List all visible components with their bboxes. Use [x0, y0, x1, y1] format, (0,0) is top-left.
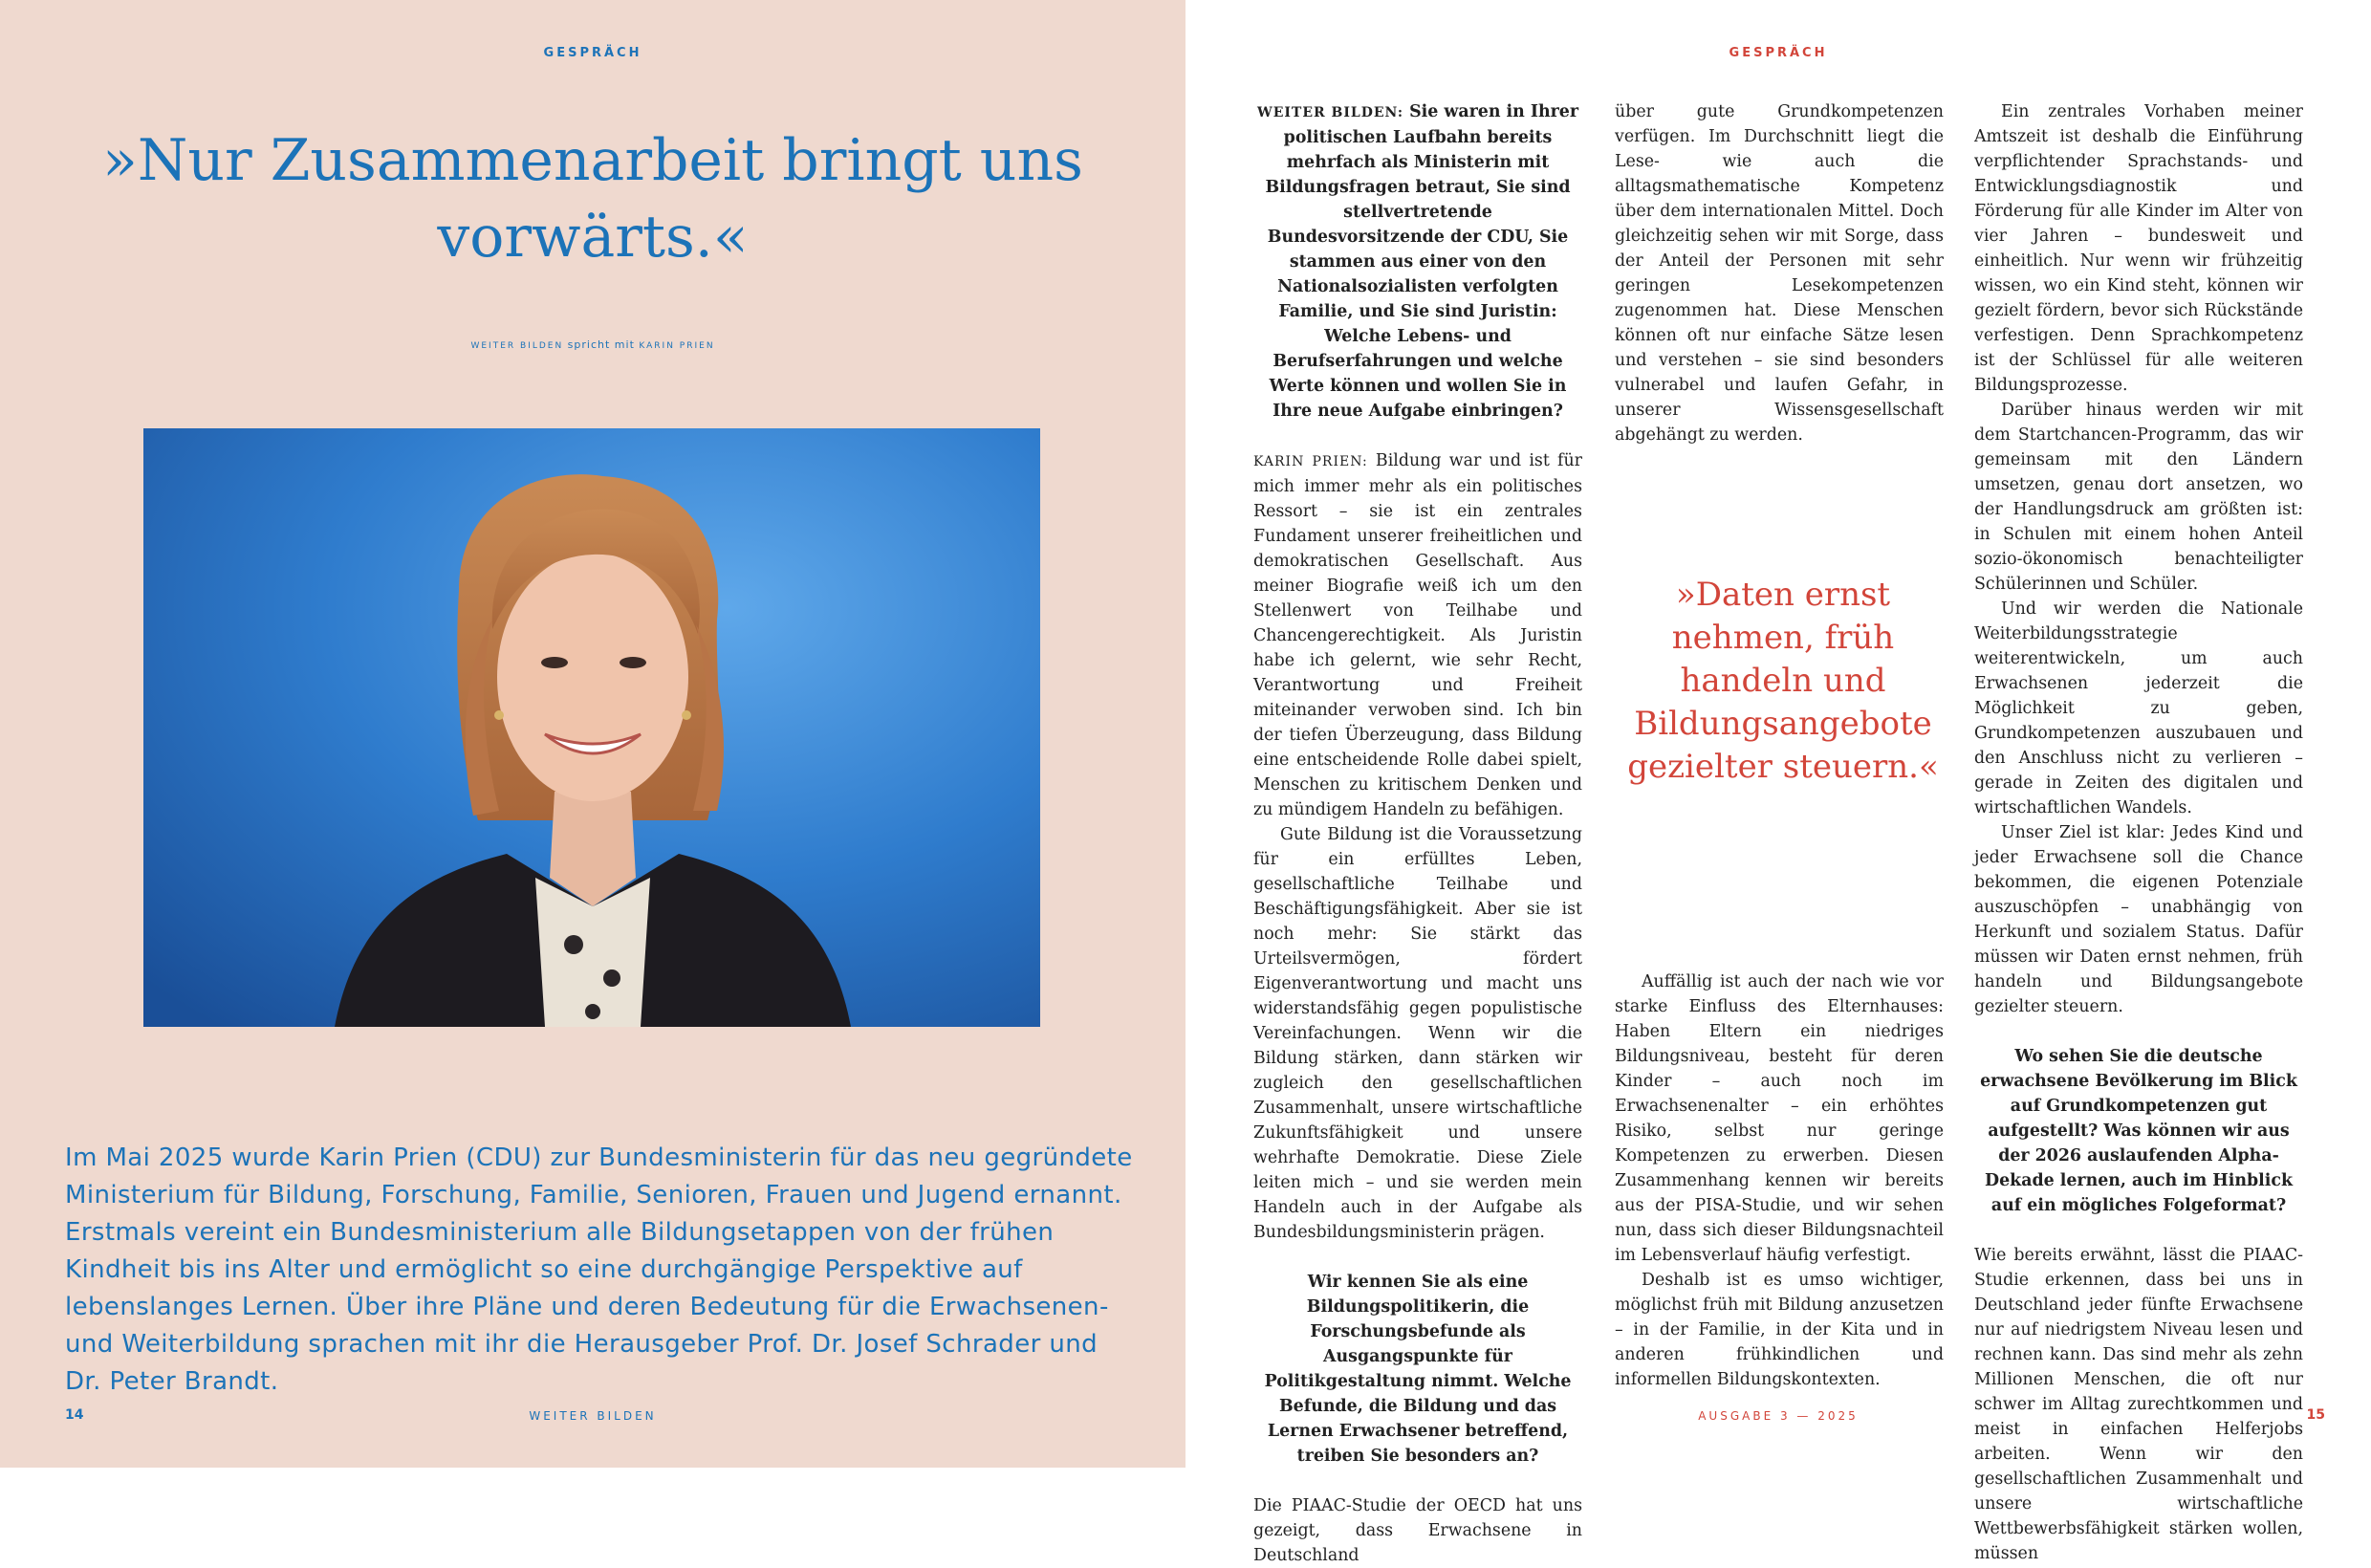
question-2: Wir kennen Sie als eine Bildungspolitikerin, die Forschungsbefunde als Ausgangspunkte für Politikgestaltung nimmt. Welche Befunde, die Bildung und das Lernen Erwachsener betreffend, treiben Sie besonders an?	[1264, 1273, 1572, 1466]
answer-1-text: Bildung war und ist für mich immer mehr als ein politisches Ressort – sie ist ein zentrales Fundament unserer freiheitlichen und demokratischen Gesellschaft. Aus meiner Biografie weiß ich um den Stellenwert von Teilhabe und Chancengerechtigkeit. Als Juristin habe ich gelernt, wie sehr Recht, Verantwortung und Freiheit miteinander verwoben sind. Ich bin der tiefen Überzeugung, dass Bildung eine entscheidende Rolle dabei spielt, Menschen zu kritischem Denken und zu mündigem Handeln zu befähigen.	[1253, 451, 1582, 819]
text-column-2	[1615, 99, 1944, 447]
answer-1-continued: Gute Bildung ist die Voraussetzung für ein erfülltes Leben, gesellschaftliche Teilhabe und Beschäftigungsfähigkeit. Aber sie ist noch mehr: Sie stärkt das Urteilsvermögen, fördert Eigenverantwortung und macht uns widerstandsfähig gegen populistische Vereinfachungen. Wenn wir die Bildung stärken, dann stärken wir zugleich den gesellschaftlichen Zusammenhalt, unsere wirtschaftliche Zukunftsfähigkeit und unsere wehrhafte Demokratie. Diese Ziele leiten mich – und sie werden mein Handeln auch in der Aufgabe als Bundesbildungsministerin prägen.	[1253, 825, 1582, 1242]
answer-2-paragraph-5: Ein zentrales Vorhaben meiner Amtszeit ist deshalb die Einführung verpflichtender Sprachstands- und Entwicklungsdiagnostik und Förderung für alle Kinder im Alter von vier Jahren – bundesweit und einheitlich. Nur wenn wir frühzeitig wissen, wo ein Kind steht, können wir gezielt fördern, bevor sich Rückstände verfestigen. Denn Sprachkompetenz ist der Schlüssel für alle weiteren Bildungsprozesse.	[1974, 102, 2303, 395]
byline-person: KARIN PRIEN	[639, 341, 715, 351]
answer-2-paragraph-8: Unser Ziel ist klar: Jedes Kind und jeder Erwachsene soll die Chance bekommen, die eigenen Potenziale auszuschöpfen – unabhängig von Herkunft und sozialem Status. Dafür müssen wir Daten ernst nehmen, früh handeln und Bildungsangebote gezielter steuern.	[1974, 823, 2303, 1016]
question-3: Wo sehen Sie die deutsche erwachsene Bevölkerung im Blick auf Grundkompetenzen gut aufgestellt? Was können wir aus der 2026 auslaufenden Alpha-Dekade lernen, auch im Hinblick auf ein mögliches Folgeformat?	[1980, 1047, 2297, 1215]
right-page	[1186, 0, 2371, 1565]
page-number-right: 15	[2306, 1407, 2325, 1423]
question-1-label: WEITER BILDEN:	[1256, 105, 1404, 120]
answer-2-continued: über gute Grundkompetenzen verfügen. Im Durchschnitt liegt die Lese- wie auch die alltagsmathematische Kompetenz über dem internationalen Mittel. Doch gleichzeitig sehen wir mit Sorge, dass der Anteil der Personen mit sehr geringen Lesekompetenzen zugenommen hat. Diese Menschen können oft nur einfache Sätze lesen und verstehen – sie sind besonders vulnerabel und laufen Gefahr, in unserer Wissensgesellschaft abgehängt zu werden.	[1615, 102, 1944, 445]
portrait-illustration	[143, 428, 1040, 1027]
intro-paragraph: Im Mai 2025 wurde Karin Prien (CDU) zur Bundesministerin für das neu gegründete Ministerium für Bildung, Forschung, Familie, Senioren, Frauen und Jugend ernannt. Erstmals vereint ein Bundesministerium alle Bildungsetappen von der frühen Kindheit bis ins Alter und ermöglicht so eine durchgängige Perspektive auf lebenslanges Lernen. Über ihre Pläne und deren Bedeutung für die Erwachsenen- und Weiterbildung sprachen mit ihr die Herausgeber Prof. Dr. Josef Schrader und Dr. Peter Brandt.	[65, 1143, 1133, 1396]
footer-magazine: WEITER BILDEN	[529, 1409, 657, 1423]
question-1	[1253, 99, 1582, 424]
footer-issue: AUSGABE 3 — 2025	[1698, 1409, 1859, 1423]
question-1-text: Sie waren in Ihrer politischen Laufbahn bereits mehrfach als Ministerin mit Bildungsfragen betraut, Sie sind stellvertretende Bundesvorsitzende der CDU, Sie stammen aus einer von den Nationalsozialisten verfolgten Familie, und Sie sind Juristin: Welche Lebens- und Berufserfahrungen und welche Werte können und wollen Sie in Ihre neue Aufgabe einbringen?	[1265, 102, 1579, 421]
answer-2-paragraph-4: Deshalb ist es umso wichtiger, möglichst früh mit Bildung anzusetzen – in der Familie, in der Kita und in anderen frühkindlichen und informellen Bildungskontexten.	[1615, 1271, 1944, 1389]
page-number-left: 14	[65, 1407, 84, 1423]
byline-connector: spricht mit	[563, 338, 640, 351]
left-page	[0, 0, 1186, 1468]
running-head-right: GESPRÄCH	[1729, 46, 1828, 60]
answer-3: Wie bereits erwähnt, lässt die PIAAC-Studie erkennen, dass bei uns in Deutschland jeder fünfte Erwachsene nur auf niedrigstem Niveau lesen und rechnen kann. Das sind mehr als zehn Millionen Menschen, die oft nur schwer im Alltag zurechtkommen und meist in einfachen Helferjobs arbeiten. Wenn wir den gesellschaftlichen Zusammenhalt und unsere wirtschaftliche Wettbewerbsfähigkeit stärken wollen, müssen	[1974, 1246, 2303, 1563]
text-column-3	[1974, 99, 2303, 1566]
answer-1	[1253, 448, 1582, 822]
answer-2-paragraph-7: Und wir werden die Nationale Weiterbildungsstrategie weiterentwickeln, um auch Erwachsenen jederzeit die Möglichkeit zu geben, Grundkompetenzen auszubauen und den Anschluss nicht zu verlieren – gerade in Zeiten des digitalen und wirtschaftlichen Wandels.	[1974, 599, 2303, 817]
pull-quote: »Daten ernst nehmen, früh handeln und Bildungsangebote gezielter steuern.«	[1627, 576, 1939, 786]
byline-magazine: WEITER BILDEN	[470, 341, 564, 351]
headline: »Nur Zusammenarbeit bringt uns vorwärts.«	[102, 127, 1083, 271]
answer-2-paragraph-6: Darüber hinaus werden wir mit dem Startchancen-Programm, das wir gemeinsam mit den Ländern umsetzen, genau dort ansetzen, wo der Handlungsdruck am größten ist: in Schulen mit einem hohen Anteil sozio-ökonomisch benachteiligter Schülerinnen und Schüler.	[1974, 401, 2303, 594]
text-column-1	[1253, 99, 1582, 1568]
running-head: GESPRÄCH	[543, 46, 642, 60]
answer-2: Die PIAAC-Studie der OECD hat uns gezeigt, dass Erwachsene in Deutschland	[1253, 1496, 1582, 1565]
byline	[0, 338, 1186, 351]
answer-1-label: KARIN PRIEN:	[1253, 454, 1368, 469]
answer-2-paragraph-3: Auffällig ist auch der nach wie vor starke Einfluss des Elternhauses: Haben Eltern ein niedriges Bildungsniveau, besteht für deren Kinder – auch noch im Erwachsenenalter – ein erhöhtes Risiko, selbst nur geringe Kompetenzen zu erwerben. Diesen Zusammenhang kennen wir bereits aus der PISA-Studie, und wir sehen nun, dass sich dieser Bildungsnachteil im Lebensverlauf häufig verfestigt.	[1615, 972, 1944, 1265]
text-column-2-bottom	[1615, 969, 1944, 1392]
portrait-photo	[143, 428, 1040, 1027]
